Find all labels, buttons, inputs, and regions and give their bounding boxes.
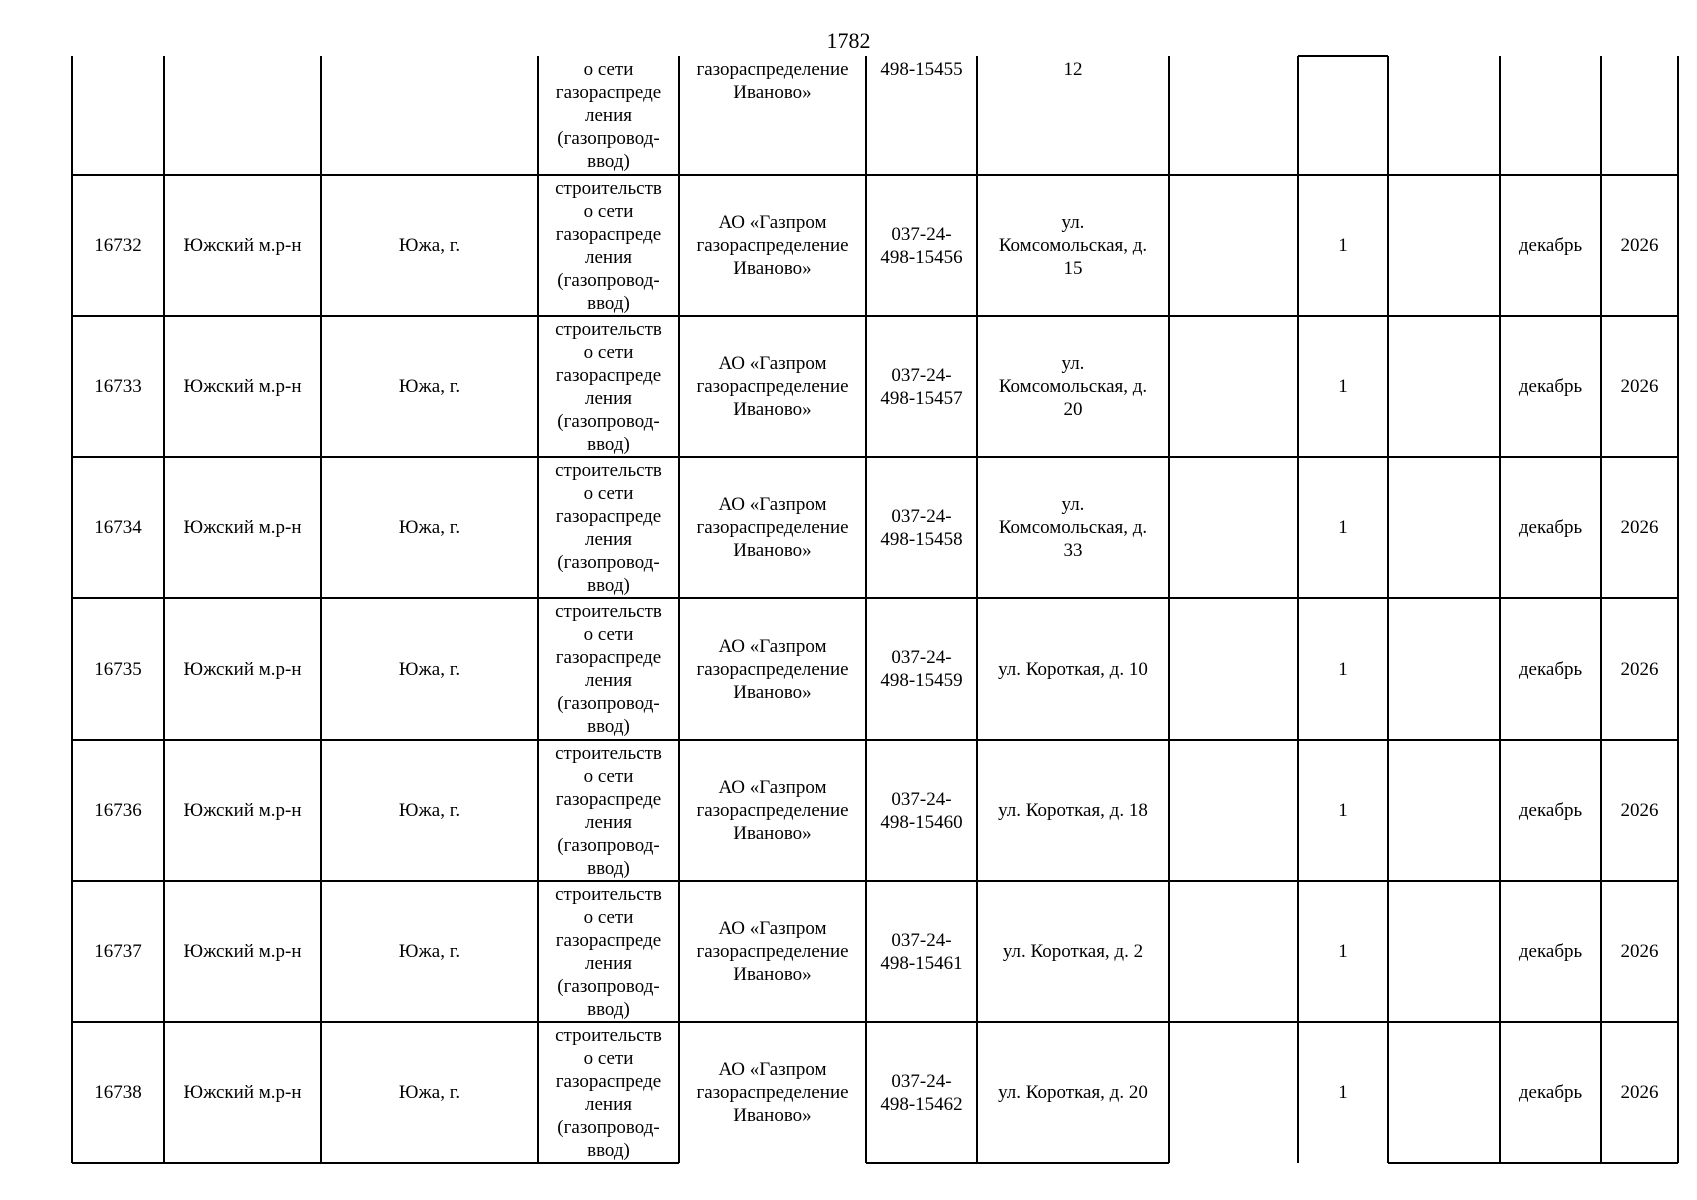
work-type-cell: строительств о сети газораспреде ления (газопровод- ввод) <box>555 318 662 455</box>
record-id-cell: 16736 <box>94 800 142 821</box>
table-bottom-border <box>866 1162 1169 1163</box>
year-cell: 2026 <box>1620 658 1659 680</box>
address-cell: ул. Короткая, д. 2 <box>1002 941 1144 962</box>
row-divider <box>72 1021 1678 1022</box>
code-cell: 037-24- 498-15457 <box>880 364 963 409</box>
column-divider <box>1297 56 1298 1163</box>
organization-cell: АО «Газпром газораспределение Иваново» <box>696 635 849 703</box>
row-divider <box>72 597 1678 598</box>
year-cell: 2026 <box>1620 941 1659 962</box>
column-divider <box>1499 56 1500 1163</box>
quantity-cell: 1 <box>1338 1082 1348 1103</box>
work-type-cell: строительств о сети газораспреде ления (газопровод- ввод) <box>555 459 662 596</box>
locality-cell: Южа, г. <box>398 517 461 538</box>
month-cell: декабрь <box>1518 800 1583 821</box>
year-cell: 2026 <box>1620 376 1659 397</box>
organization-cell: АО «Газпром газораспределение Иваново» <box>696 777 849 844</box>
organization-cell: АО «Газпром газораспределение Иваново» <box>696 494 849 561</box>
work-type-cell: строительств о сети газораспреде ления (газопровод- ввод) <box>555 601 662 737</box>
month-cell: декабрь <box>1518 1082 1583 1103</box>
year-cell: 2026 <box>1620 235 1659 256</box>
row-divider <box>72 456 1678 457</box>
month-cell: декабрь <box>1518 517 1583 538</box>
record-id-cell: 16738 <box>94 1082 142 1103</box>
address-cell: ул. Короткая, д. 10 <box>998 658 1148 680</box>
month-cell: декабрь <box>1518 235 1583 256</box>
district-cell: Южский м.р-н <box>183 1082 302 1103</box>
locality-cell: Южа, г. <box>398 941 461 962</box>
code-cell: 037-24- 498-15459 <box>880 647 963 691</box>
address-cell: ул. Короткая, д. 18 <box>998 800 1148 821</box>
table-bottom-border <box>1388 1162 1678 1163</box>
district-cell: Южский м.р-н <box>183 235 302 256</box>
year-cell: 2026 <box>1620 517 1659 538</box>
row-divider <box>72 739 1678 740</box>
record-id-cell: 16732 <box>94 235 142 256</box>
district-cell: Южский м.р-н <box>183 941 302 962</box>
organization-cell: газораспределение Иваново» <box>696 59 849 103</box>
organization-cell: АО «Газпром газораспределение Иваново» <box>696 1059 849 1126</box>
column-divider <box>320 56 321 1163</box>
address-cell: ул. Короткая, д. 20 <box>998 1082 1148 1103</box>
column-divider <box>1387 56 1388 1163</box>
code-cell: 037-24- 498-15461 <box>880 929 963 974</box>
quantity-cell: 1 <box>1338 376 1348 397</box>
district-cell: Южский м.р-н <box>183 658 302 680</box>
code-cell: 037-24- 498-15458 <box>880 505 963 550</box>
column-divider <box>163 56 164 1163</box>
work-type-cell: строительств о сети газораспреде ления (газопровод- ввод) <box>555 1024 662 1161</box>
work-type-cell: о сети газораспреде ления (газопровод- ввод) <box>555 59 662 172</box>
column-divider <box>1168 56 1169 1163</box>
column-divider <box>71 56 72 1163</box>
organization-cell: АО «Газпром газораспределение Иваново» <box>696 918 849 985</box>
month-cell: декабрь <box>1518 941 1583 962</box>
record-id-cell: 16734 <box>94 517 142 538</box>
row-divider <box>72 315 1678 316</box>
month-cell: декабрь <box>1518 376 1583 397</box>
district-cell: Южский м.р-н <box>183 517 302 538</box>
address-cell: ул. Комсомольская, д. 33 <box>998 494 1148 561</box>
column-divider <box>865 56 866 1163</box>
district-cell: Южский м.р-н <box>183 376 302 397</box>
year-cell: 2026 <box>1620 1082 1659 1103</box>
record-id-cell: 16735 <box>94 658 142 680</box>
quantity-cell: 1 <box>1338 235 1348 256</box>
year-cell: 2026 <box>1620 800 1659 821</box>
work-type-cell: строительств о сети газораспреде ления (газопровод- ввод) <box>555 883 662 1020</box>
organization-cell: АО «Газпром газораспределение Иваново» <box>696 212 849 279</box>
row-divider <box>72 880 1678 881</box>
district-cell: Южский м.р-н <box>183 800 302 821</box>
work-type-cell: строительств о сети газораспреде ления (газопровод- ввод) <box>555 177 662 314</box>
column-divider <box>678 56 679 1163</box>
code-cell: 498-15455 <box>880 59 963 80</box>
page-number: 1782 <box>826 28 871 53</box>
organization-cell: АО «Газпром газораспределение Иваново» <box>696 353 849 420</box>
locality-cell: Южа, г. <box>398 658 461 680</box>
locality-cell: Южа, г. <box>398 800 461 821</box>
row-divider <box>72 174 1678 175</box>
month-cell: декабрь <box>1518 658 1583 680</box>
row-divider <box>1298 55 1388 56</box>
locality-cell: Южа, г. <box>398 235 461 256</box>
work-type-cell: строительств о сети газораспреде ления (газопровод- ввод) <box>555 742 662 879</box>
quantity-cell: 1 <box>1338 800 1348 821</box>
record-id-cell: 16737 <box>94 941 142 962</box>
locality-cell: Южа, г. <box>398 376 461 397</box>
record-id-cell: 16733 <box>94 376 142 397</box>
quantity-cell: 1 <box>1338 517 1348 538</box>
locality-cell: Южа, г. <box>398 1082 461 1103</box>
table-bottom-border <box>72 1162 679 1163</box>
address-cell: 12 <box>1063 59 1083 80</box>
code-cell: 037-24- 498-15460 <box>880 788 963 833</box>
column-divider <box>1677 56 1678 1163</box>
quantity-cell: 1 <box>1338 941 1348 962</box>
quantity-cell: 1 <box>1338 658 1348 680</box>
column-divider <box>1600 56 1601 1163</box>
column-divider <box>537 56 538 1163</box>
column-divider <box>976 56 977 1163</box>
code-cell: 037-24- 498-15462 <box>880 1070 963 1115</box>
code-cell: 037-24- 498-15456 <box>880 223 963 268</box>
address-cell: ул. Комсомольская, д. 15 <box>998 212 1148 279</box>
address-cell: ул. Комсомольская, д. 20 <box>998 353 1148 420</box>
